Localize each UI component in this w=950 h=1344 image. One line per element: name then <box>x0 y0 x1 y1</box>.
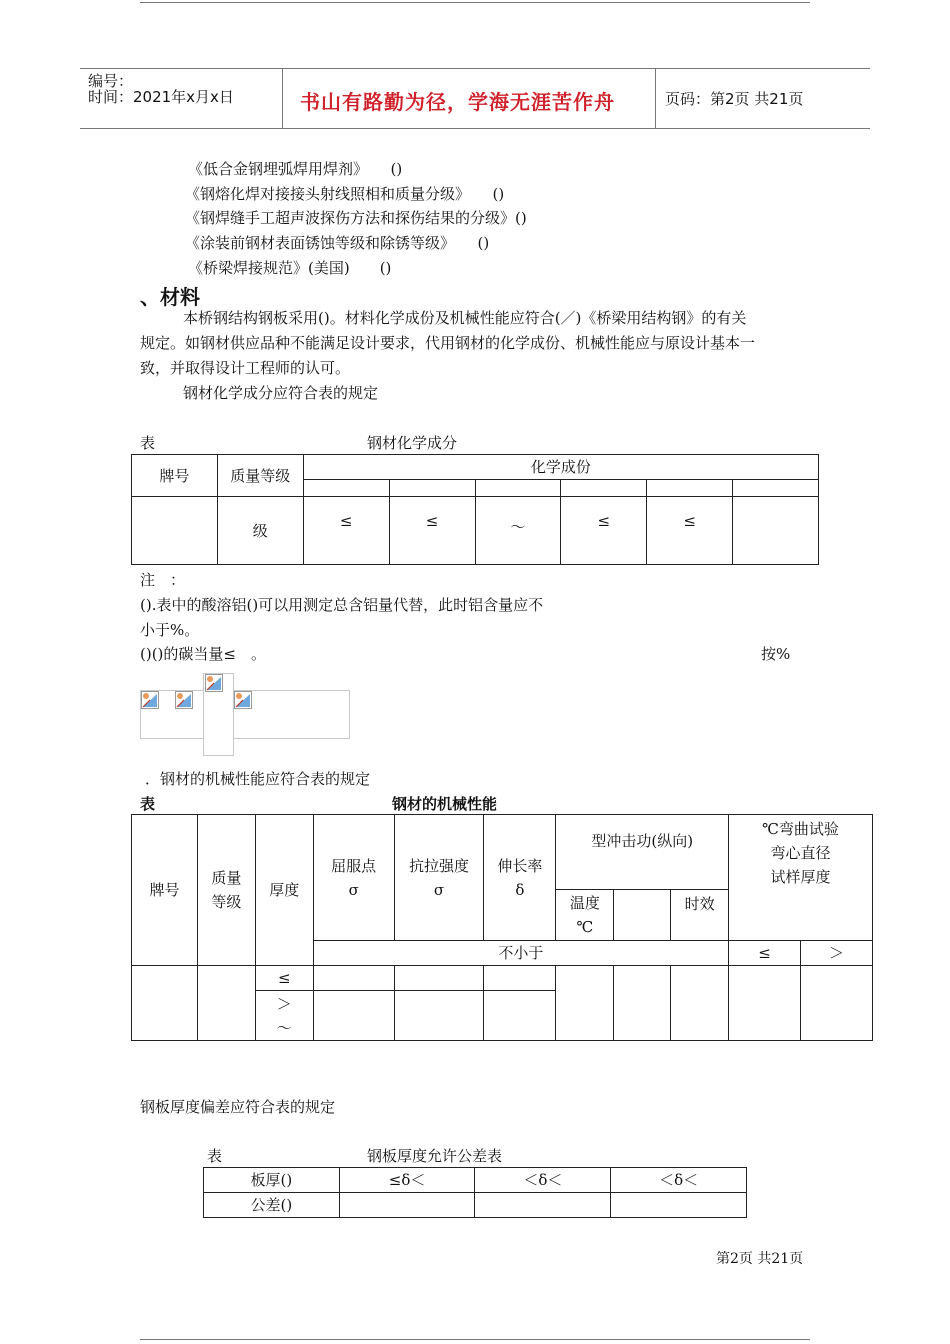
header-divider-left <box>282 68 283 128</box>
row-value <box>729 966 801 1041</box>
row-thickness: ≤ <box>255 966 313 991</box>
col-temp <box>556 890 614 941</box>
col-aging: 时效 <box>671 890 729 941</box>
thick-range: ～ <box>276 1018 292 1037</box>
thick-gt: ＞ <box>276 994 292 1013</box>
col-impact: 型冲击功(纵向) <box>556 815 729 890</box>
header-motto: 书山有路勤为径，学海无涯苦作舟 <box>300 90 615 114</box>
chem-cell: ≤ <box>303 497 389 565</box>
broken-image-icon <box>205 674 223 692</box>
tensile-label: 抗拉强度 <box>409 856 470 875</box>
chem-cell: ≤ <box>561 497 647 565</box>
note-line: 小于%。 <box>140 621 200 639</box>
broken-image-icon <box>234 691 252 709</box>
row-thickness <box>255 991 313 1041</box>
bend-line: 弯心直径 <box>770 844 831 862</box>
header-code: 编号： <box>88 72 134 90</box>
col-thickness: 厚度 <box>255 815 313 966</box>
row-grade: 级 <box>217 497 303 565</box>
col-tensile <box>394 815 484 941</box>
thick-intro: 钢板厚度偏差应符合表的规定 <box>140 1098 336 1116</box>
row-head-tolerance: 公差() <box>204 1193 340 1218</box>
row-brand <box>132 966 198 1041</box>
mech-table <box>131 814 873 1041</box>
standard-item: 《桥梁焊接规范》(美国) () <box>188 259 392 277</box>
chem-subcol <box>647 480 733 497</box>
col-grade: 质量 等级 <box>197 815 255 966</box>
table3-caption: 钢板厚度允许公差表 <box>367 1147 503 1165</box>
chem-cell: ≤ <box>389 497 475 565</box>
chem-cell: ≤ <box>647 497 733 565</box>
thickness-range: ＜δ＜ <box>475 1168 611 1193</box>
col-elong <box>484 815 556 941</box>
row-value <box>671 966 729 1041</box>
chem-subcol <box>389 480 475 497</box>
row-grade <box>197 966 255 1041</box>
row-value <box>313 991 394 1041</box>
row-value <box>484 991 556 1041</box>
tolerance-table <box>203 1167 747 1218</box>
standard-item: 《涂装前钢材表面锈蚀等级和除锈等级》 () <box>185 234 490 252</box>
chem-subcol <box>561 480 647 497</box>
row-head-thickness: 板厚() <box>204 1168 340 1193</box>
standard-item: 《低合金钢埋弧焊用焊剂》 () <box>188 160 403 178</box>
not-less-than: 不小于 <box>313 941 728 966</box>
header-time: 时间：2021年x月x日 <box>88 88 234 106</box>
table2-caption: 钢材的机械性能 <box>392 795 498 813</box>
row-value <box>614 966 671 1041</box>
chem-subcol <box>303 480 389 497</box>
chem-cell: ～ <box>475 497 561 565</box>
section-title: 、材料 <box>140 285 200 309</box>
col-grade: 质量等级 <box>217 455 303 497</box>
bend-le: ≤ <box>729 941 801 966</box>
note-line-right: 按% <box>761 645 791 663</box>
impact-value-col <box>614 890 671 941</box>
paragraph-line: 规定。如钢材供应品种不能满足设计要求，代用钢材的化学成份、机械性能应与原设计基本一 <box>140 334 756 352</box>
chem-cell <box>733 497 819 565</box>
table1-caption: 钢材化学成分 <box>367 434 458 452</box>
bend-gt: ＞ <box>801 941 873 966</box>
row-value <box>394 966 484 991</box>
col-yield <box>313 815 394 941</box>
yield-symbol: σ <box>348 880 359 899</box>
mech-intro: ．钢材的机械性能应符合表的规定 <box>145 770 371 788</box>
standard-item: 《钢熔化焊对接接头射线照相和质量分级》 () <box>185 185 505 203</box>
broken-image-icon <box>141 691 159 709</box>
broken-image-icon <box>175 691 193 709</box>
row-value <box>484 966 556 991</box>
header-top-border <box>80 68 870 69</box>
top-rule <box>140 2 810 3</box>
chem-table <box>131 454 819 565</box>
header-bottom-border <box>80 128 870 129</box>
chem-subcol <box>475 480 561 497</box>
header-page: 页码：第2页 共21页 <box>665 90 804 108</box>
tolerance-value <box>475 1193 611 1218</box>
note-line: ().表中的酸溶铝()可以用测定总含铝量代替，此时铝含量应不 <box>140 596 544 614</box>
row-value <box>394 991 484 1041</box>
standard-item: 《钢焊缝手工超声波探伤方法和探伤结果的分级》() <box>185 209 527 227</box>
footer-page: 第2页 共21页 <box>716 1251 804 1267</box>
thickness-range: ＜δ＜ <box>611 1168 747 1193</box>
table3-label: 表 <box>207 1147 223 1165</box>
bend-line: 试样厚度 <box>770 868 831 886</box>
bottom-rule <box>140 1339 810 1340</box>
note-title: 注 ： <box>140 571 186 589</box>
header-divider-right <box>655 68 656 128</box>
row-value <box>313 966 394 991</box>
col-bend <box>729 815 873 941</box>
col-brand: 牌号 <box>132 815 198 966</box>
row-brand <box>132 497 218 565</box>
col-chem: 化学成份 <box>303 455 818 480</box>
chem-subcol <box>733 480 819 497</box>
col-brand: 牌号 <box>132 455 218 497</box>
elong-label: 伸长率 <box>497 856 543 875</box>
row-value <box>801 966 873 1041</box>
paragraph-line: 本桥钢结构钢板采用()。材料化学成份及机械性能应符合(／)《桥梁用结构钢》的有关 <box>183 309 747 327</box>
tolerance-value <box>339 1193 475 1218</box>
tensile-symbol: σ <box>433 880 445 899</box>
paragraph-line: 致，并取得设计工程师的认可。 <box>140 359 351 377</box>
elong-symbol: δ <box>515 880 525 899</box>
thickness-range: ≤δ＜ <box>339 1168 475 1193</box>
table2-label: 表 <box>140 795 156 813</box>
bend-line: ℃弯曲试验 <box>762 820 839 838</box>
temp-unit: ℃ <box>576 918 594 936</box>
row-value <box>556 966 614 1041</box>
temp-label: 温度 <box>569 894 600 912</box>
tolerance-value <box>611 1193 747 1218</box>
note-line: ()()的碳当量≤ 。 <box>140 645 266 663</box>
paragraph-line: 钢材化学成分应符合表的规定 <box>183 384 379 402</box>
table1-label: 表 <box>140 434 156 452</box>
yield-label: 屈服点 <box>331 856 377 875</box>
